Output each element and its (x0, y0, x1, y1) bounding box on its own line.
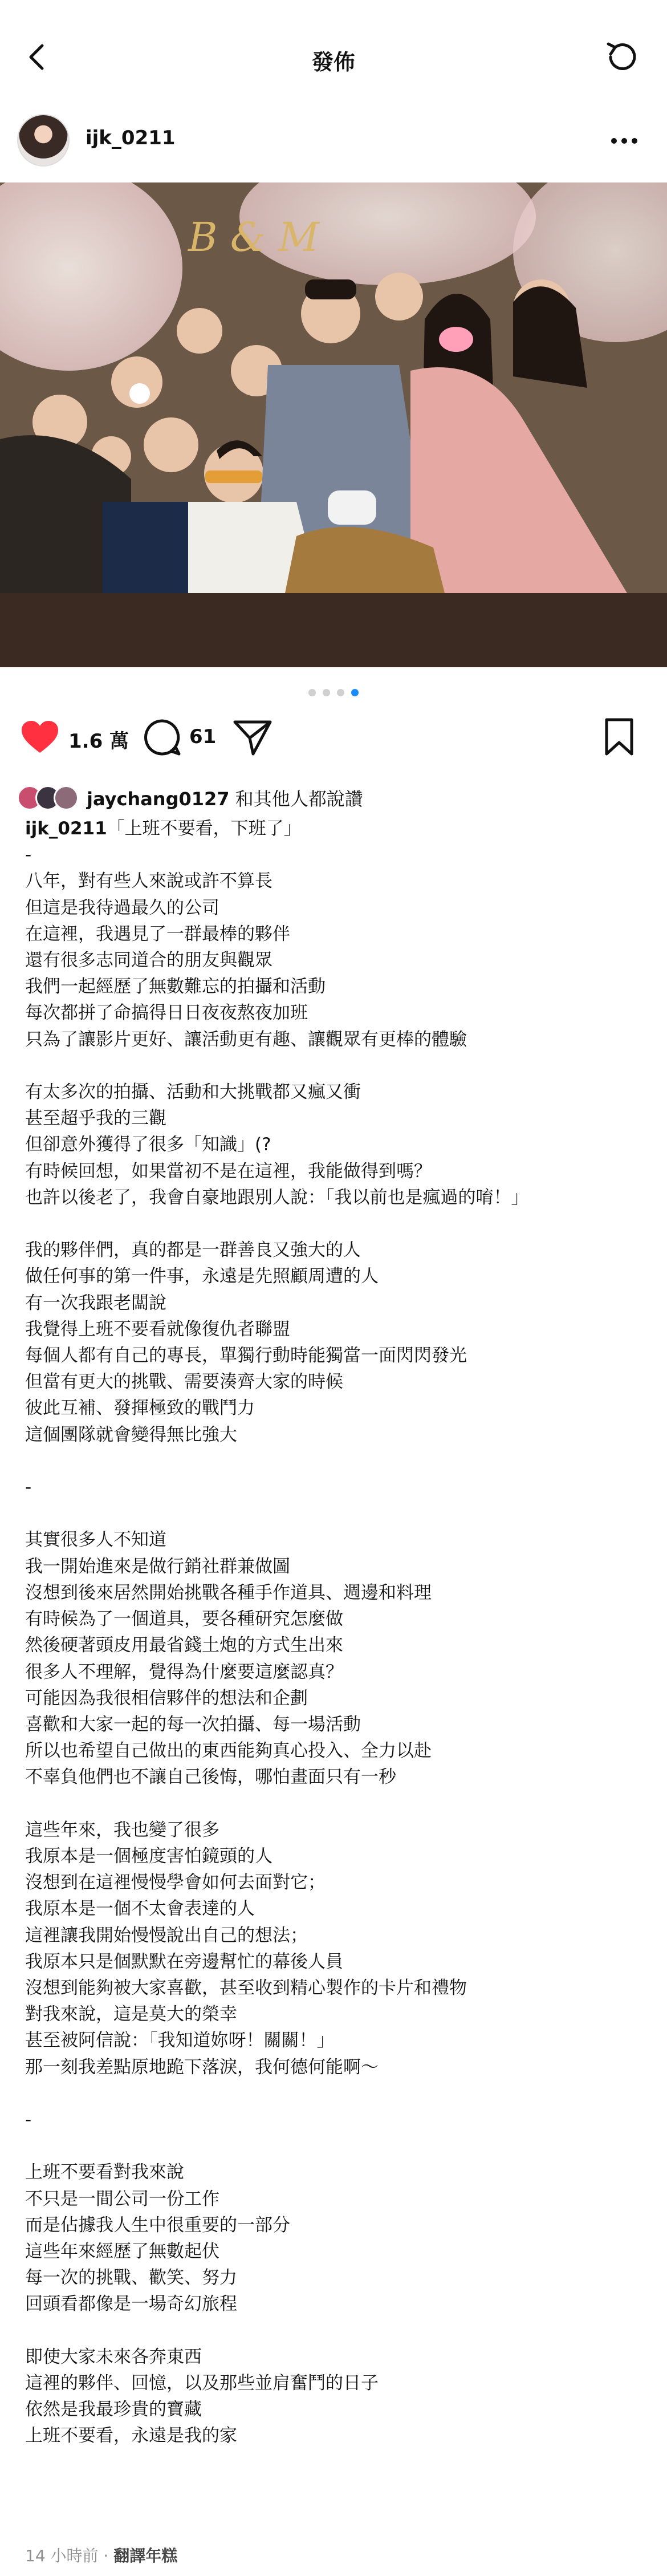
heart-filled-icon (21, 720, 59, 755)
save-button[interactable] (603, 717, 635, 757)
svg-text:B & M: B & M (188, 214, 319, 261)
paper-plane-icon (233, 719, 273, 756)
group-photo-image (0, 182, 667, 667)
bookmark-icon (603, 717, 635, 757)
translate-link[interactable]: 翻譯年糕 (113, 2546, 178, 2565)
avatar[interactable] (17, 114, 70, 167)
post-timestamp: 14 小時前 (25, 2546, 99, 2565)
refresh-button[interactable] (599, 33, 646, 81)
refresh-icon (603, 37, 642, 77)
liked-by-row[interactable] (17, 782, 363, 813)
carousel-dot-active (351, 689, 359, 696)
liked-by-text (87, 785, 363, 811)
share-button[interactable] (233, 719, 273, 756)
like-button[interactable] (21, 720, 59, 755)
meta-separator: · (98, 2546, 114, 2565)
carousel-dot (323, 689, 330, 696)
like-count[interactable]: 1.6 萬 (68, 730, 129, 753)
comment-bubble-icon (143, 717, 182, 757)
caption-username[interactable]: ijk_0211 (25, 818, 107, 839)
post-meta (25, 2543, 177, 2566)
carousel-indicator (0, 689, 667, 696)
page-title: 發佈 (311, 50, 355, 75)
liked-by-suffix: 和其他人都說讚 (229, 788, 363, 810)
post-photo[interactable] (0, 182, 667, 667)
comment-count[interactable]: 61 (189, 725, 217, 748)
comment-button[interactable] (143, 717, 182, 757)
caption-text: 「上班不要看，下班了」 - 八年，對有些人來說或許不算長 但這是我待過最久的公司 在這裡，我遇見了一群最棒的夥伴 還有很多志同道合的朋友與觀眾 我們一起經歷了無數難忘的拍攝和活動 每次都拼了命搞得日日夜夜熬夜加班 只為了讓影片更好、讓活動更有趣、讓觀眾有更棒的體驗 有太多次的拍攝、活動和大挑戰都又瘋又衝 甚至超乎我的三觀 但卻意外獲得了很多「知識」(? 有時候回想，如果當初不是在這裡，我能做得到嗎？ 也許以後老了，我會自豪地跟別人說：「我以前也是瘋過的唷！」 我的夥伴們，真的都是一群善良又強大的人 做任何事的第一件事，永遠是先照顧周遭的人 有一次我跟老闆說 我覺得上班不要看就像復仇者聯盟 每個人都有自己的專長，單獨行動時能獨當一面閃閃發光 但當有更大的挑戰、需要湊齊大家的時候 彼此互補、發揮極致的戰鬥力 這個團隊就會變得無比強大 - 其實很多人不知道 我一開始進來是做行銷社群兼做圖 沒想到後來居然開始挑戰各種手作道具、週邊和料理 有時候為了一個道具，要各種研究怎麼做 然後硬著頭皮用最省錢土炮的方式生出來 很多人不理解，覺得為什麼要這麼認真？ 可能因為我很相信夥伴的想法和企劃 喜歡和大家一起的每一次拍攝、每一場活動 所以也希望自己做出的東西能夠真心投入、全力以赴 不辜負他們也不讓自己後悔，哪怕畫面只有一秒 這些年來，我也變了很多 我原本是一個極度害怕鏡頭的人 沒想到在這裡慢慢學會如何去面對它； 我原本是一個不太會表達的人 這裡讓我開始慢慢說出自己的想法； 我原本只是個默默在旁邊幫忙的幕後人員 沒想到能夠被大家喜歡，甚至收到精心製作的卡片和禮物 對我來說，這是莫大的榮幸 甚至被阿信說：「我知道妳呀！關關！」 那一刻我差點原地跪下落淚，我何德何能啊～ - 上班不要看對我來說 不只是一間公司一份工作 而是佔據我人生中很重要的一部分 這些年來經歷了無數起伏 每一次的挑戰、歡笑、努力 回頭看都像是一場奇幻旅程 即使大家未來各奔東西 這裡的夥伴、回憶，以及那些並肩奮鬥的日子 依然是我最珍貴的寶藏 上班不要看，永遠是我的家 (25, 818, 529, 2447)
carousel-dot (308, 689, 316, 696)
liker-avatar (54, 785, 79, 810)
post-username[interactable]: ijk_0211 (86, 127, 176, 149)
more-horizontal-icon (609, 135, 640, 146)
carousel-dot (337, 689, 344, 696)
liked-by-user[interactable]: jaychang0127 (87, 788, 230, 810)
more-options-button[interactable] (604, 123, 644, 157)
post-caption (25, 816, 652, 2449)
